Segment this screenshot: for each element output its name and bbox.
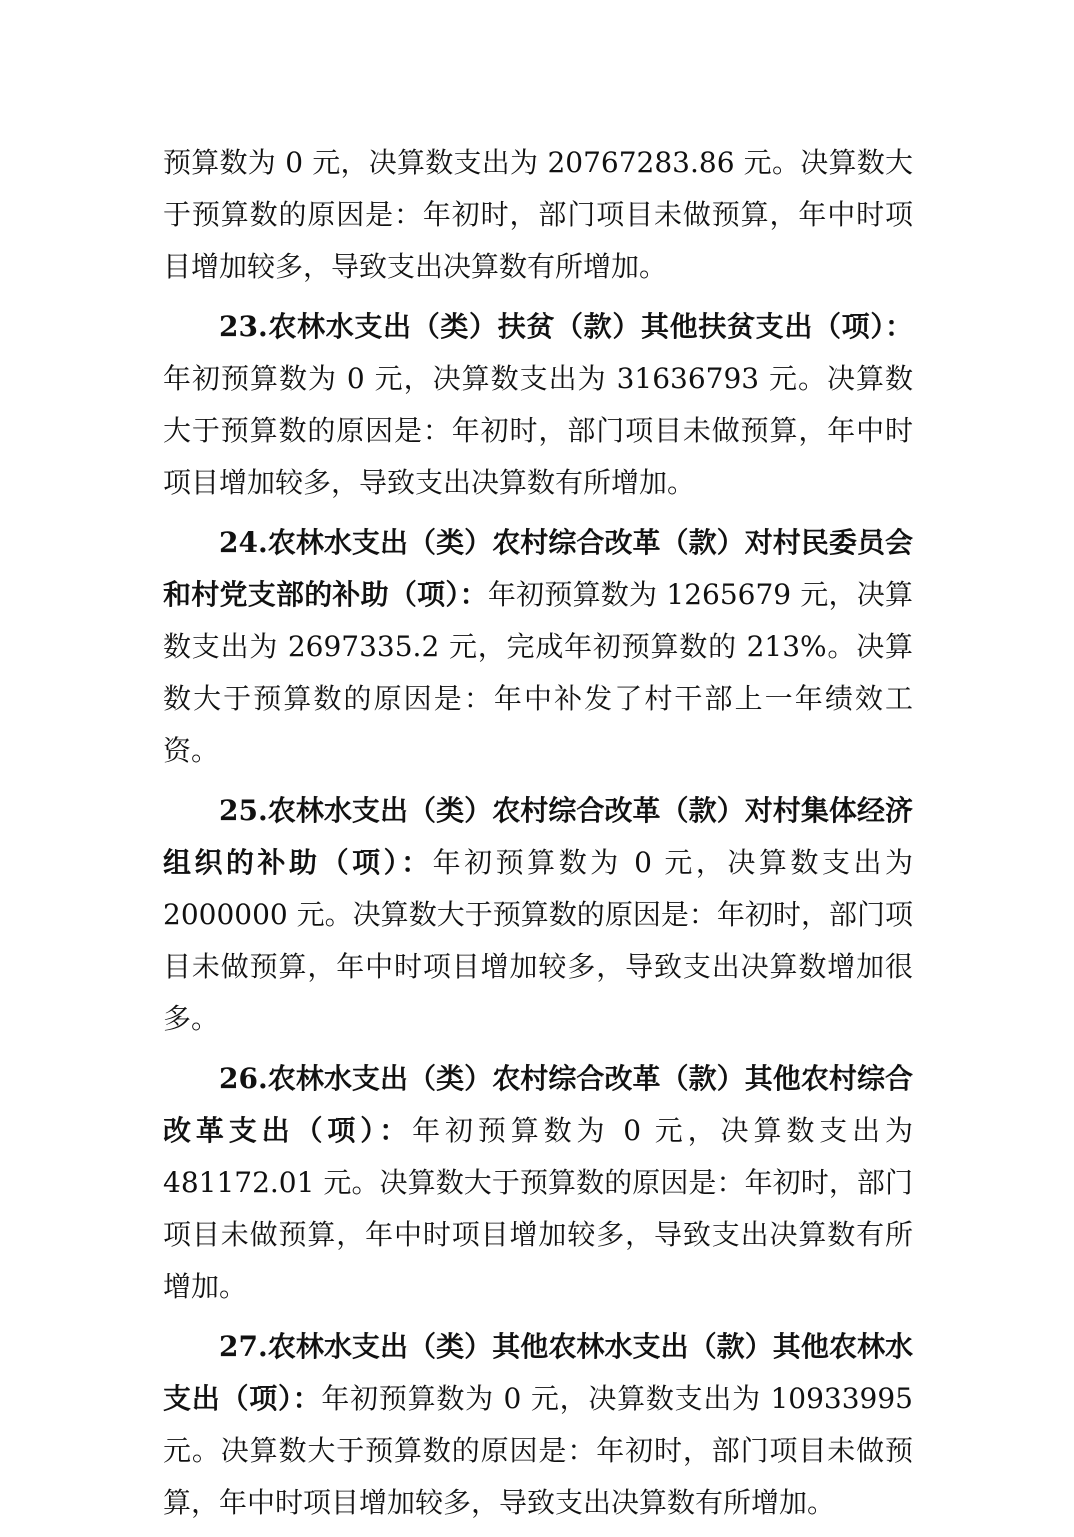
paragraph-heading: 24.农林水支出（类）农村综合改革（款）对村民委员会和村党支部的补助（项）：	[163, 526, 913, 611]
paragraph-heading: 26.农林水支出（类）农村综合改革（款）其他农村综合改革支出（项）：	[163, 1062, 913, 1147]
paragraph-body: 年初预算数为 0 元，决算数支出为 2000000 元。决算数大于预算数的原因是：年初时，部门项目未做预算，年中时项目增加较多，导致支出决算数增加很多。	[163, 846, 913, 1035]
paragraph-heading: 27.农林水支出（类）其他农林水支出（款）其他农林水支出（项）：	[163, 1330, 913, 1415]
paragraph-heading: 25.农林水支出（类）农村综合改革（款）对村集体经济组织的补助（项）：	[163, 794, 913, 879]
paragraph-heading: 23.农林水支出（类）扶贫（款）其他扶贫支出（项）：	[219, 310, 913, 343]
paragraph-24	[163, 517, 913, 777]
paragraph-body: 预算数为 0 元，决算数支出为 20767283.86 元。决算数大于预算数的原因是：年初时，部门项目未做预算，年中时项目增加较多，导致支出决算数有所增加。	[163, 146, 913, 283]
paragraph-body: 年初预算数为 0 元，决算数支出为 31636793 元。决算数大于预算数的原因是：年初时，部门项目未做预算，年中时项目增加较多，导致支出决算数有所增加。	[163, 362, 913, 499]
paragraph-27	[163, 1321, 913, 1529]
paragraph-body: 年初预算数为 0 元，决算数支出为 10933995 元。决算数大于预算数的原因是：年初时，部门项目未做预算，年中时项目增加较多，导致支出决算数有所增加。	[163, 1382, 913, 1519]
paragraph-body: 年初预算数为 0 元，决算数支出为 481172.01 元。决算数大于预算数的原因是：年初时，部门项目未做预算，年中时项目增加较多，导致支出决算数有所增加。	[163, 1114, 913, 1303]
paragraph-23	[163, 301, 913, 509]
paragraph-26	[163, 1053, 913, 1313]
document-page	[163, 137, 913, 1537]
paragraph-22-continued	[163, 137, 913, 293]
paragraph-25	[163, 785, 913, 1045]
paragraph-body: 年初预算数为 1265679 元，决算数支出为 2697335.2 元，完成年初预算数的 213%。决算数大于预算数的原因是：年中补发了村干部上一年绩效工资。	[163, 578, 913, 767]
